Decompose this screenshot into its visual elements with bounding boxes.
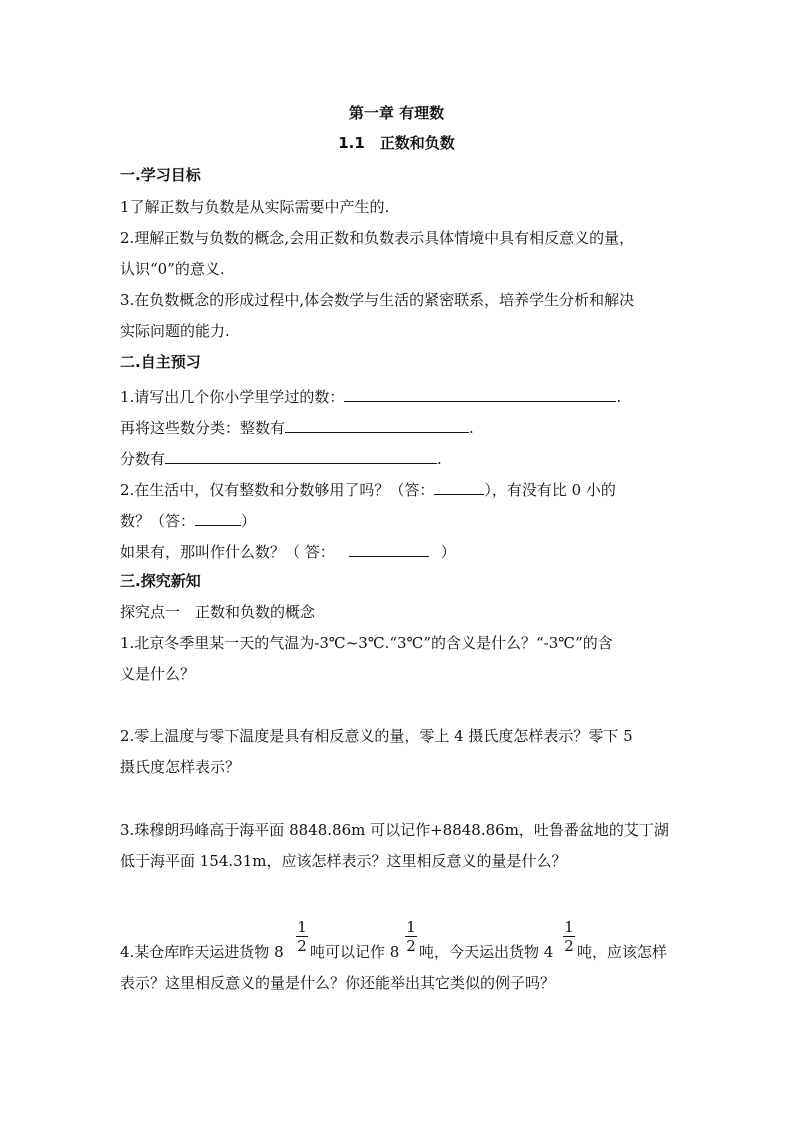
question-2-line-2: 摄氏度怎样表示？ xyxy=(120,758,241,776)
fraction-denominator: 2 xyxy=(564,937,574,955)
preview-q2-text-end: ），有没有比 0 小的 xyxy=(484,481,616,499)
preview-q1-text: 1.请写出几个你小学里学过的数： xyxy=(120,388,345,406)
preview-fractions-text: 分数有 xyxy=(120,450,166,468)
heading-explore: 三.探究新知 xyxy=(120,572,201,590)
preview-q2c-text-end: ） xyxy=(440,543,456,561)
goal-line-4: 3.在负数概念的形成过程中,体会数学与生活的紧密联系，培养学生分析和解决 xyxy=(120,291,635,309)
question-4-text-part-3: 吨，今天运出货物 4 xyxy=(419,943,554,961)
preview-q1-line xyxy=(120,385,621,407)
question-4-line-2: 表示？这里相反意义的量是什么？你还能举出其它类似的例子吗？ xyxy=(120,974,556,992)
answer-blank-fractions[interactable] xyxy=(165,447,437,464)
question-1-line-1: 1.北京冬季里某一天的气温为-3℃~3℃.“3℃”的含义是什么？“-3℃”的含 xyxy=(120,634,613,652)
period: . xyxy=(616,388,622,406)
question-1-line-2: 义是什么？ xyxy=(120,665,196,683)
chapter-title: 第一章 有理数 xyxy=(348,104,445,122)
question-4-text-part-4: 吨，应该怎样 xyxy=(577,943,668,961)
question-3-line-1: 3.珠穆朗玛峰高于海平面 8848.86m 可以记作+8848.86m，吐鲁番盆地的艾丁湖 xyxy=(120,821,669,839)
preview-q2-line-2 xyxy=(120,509,256,531)
goal-line-5: 实际问题的能力. xyxy=(120,322,230,340)
fraction-one-half xyxy=(405,918,417,955)
heading-self-study: 二.自主预习 xyxy=(120,353,201,371)
period: . xyxy=(469,419,474,437)
fraction-numerator: 1 xyxy=(406,918,416,936)
preview-q2-line-1 xyxy=(120,478,616,500)
preview-q2c-text: 如果有，那叫作什么数？（ 答： xyxy=(120,543,335,561)
goal-line-2: 2.理解正数与负数的概念,会用正数和负数表示具体情境中具有相反意义的量， xyxy=(120,229,635,247)
fraction-one-half xyxy=(296,918,308,955)
preview-q1-integers-line xyxy=(120,416,474,438)
preview-q1-fractions-line xyxy=(120,447,442,469)
preview-q2b-text: 数？（答： xyxy=(120,512,196,530)
preview-q2-text: 2.在生活中，仅有整数和分数够用了吗？（答： xyxy=(120,481,435,499)
answer-blank-number-name[interactable] xyxy=(349,540,429,557)
question-3-line-2: 低于海平面 154.31m，应该怎样表示？这里相反意义的量是什么？ xyxy=(120,852,567,870)
goal-line-1: 1了解正数与负数是从实际需要中产生的. xyxy=(120,198,390,216)
explore-subheading: 探究点一 正数和负数的概念 xyxy=(120,603,316,621)
answer-blank-less-than-zero[interactable] xyxy=(195,509,241,526)
preview-q2-line-3 xyxy=(120,540,456,562)
answer-blank-numbers[interactable] xyxy=(344,385,616,402)
preview-q2b-text-end: ） xyxy=(241,512,257,530)
question-4-text-part-2: 吨可以记作 8 xyxy=(310,943,400,961)
section-title: 1.1 正数和负数 xyxy=(338,134,455,152)
fraction-numerator: 1 xyxy=(564,918,574,936)
answer-blank-enough[interactable] xyxy=(434,478,484,495)
fraction-denominator: 2 xyxy=(297,937,307,955)
fraction-denominator: 2 xyxy=(406,937,416,955)
goal-line-3: 认识“0”的意义. xyxy=(120,260,225,278)
question-2-line-1: 2.零上温度与零下温度是具有相反意义的量，零上 4 摄氏度怎样表示？零下 5 xyxy=(120,727,633,745)
preview-integers-text: 再将这些数分类：整数有 xyxy=(120,419,286,437)
fraction-one-half xyxy=(563,918,575,955)
fraction-numerator: 1 xyxy=(297,918,307,936)
question-4-text-part-1: 4.某仓库昨天运进货物 8 xyxy=(120,943,284,961)
period: . xyxy=(437,450,442,468)
answer-blank-integers[interactable] xyxy=(285,416,469,433)
heading-learning-goals: 一.学习目标 xyxy=(120,166,201,184)
